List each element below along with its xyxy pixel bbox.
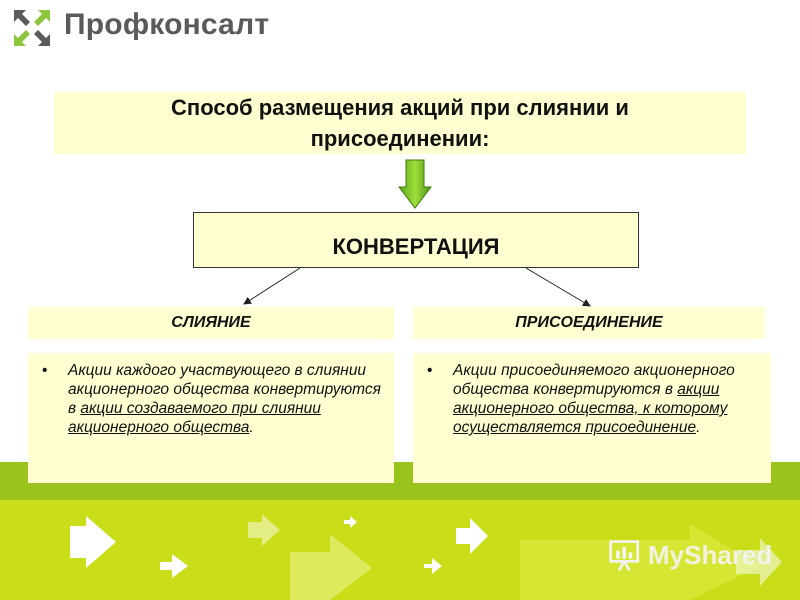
branch-text: Акции присоединяемого акционерного общества конвертируются в — [453, 362, 735, 398]
decorative-arrow-icon — [424, 558, 442, 574]
branch-text-underlined: акции акционерного общества, к которому осуществляется присоединение — [453, 381, 728, 436]
watermark-text: MyShared — [648, 540, 773, 570]
bullet-icon: • — [42, 362, 48, 379]
branch-text: Акции каждого участвующего в слиянии акционерного общества конвертируются в — [68, 362, 381, 417]
diagram-title: Способ размещения акций при слиянии и присоединении: — [54, 92, 746, 154]
branch-text-end: . — [696, 419, 701, 436]
branch-heading-merger: СЛИЯНИЕ — [28, 307, 394, 339]
branch-heading-accession: ПРИСОЕДИНЕНИЕ — [413, 307, 765, 339]
decorative-arrow-icon — [70, 516, 116, 568]
down-arrow-icon — [398, 159, 432, 209]
decorative-arrow-icon — [344, 516, 357, 528]
decorative-arrow-icon — [290, 534, 372, 600]
decorative-arrow-icon — [160, 554, 188, 578]
presentation-icon — [608, 538, 644, 574]
decorative-arrow-icon — [456, 518, 488, 554]
decorative-arrow-icon — [248, 514, 280, 546]
brand-name: Профконсалт — [64, 8, 270, 41]
root-node: КОНВЕРТАЦИЯ — [193, 212, 639, 268]
connector-right — [526, 268, 590, 306]
bullet-icon: • — [427, 362, 433, 379]
branch-content-merger — [28, 353, 394, 483]
logo-icon — [12, 8, 52, 48]
branch-text-underlined: акции создаваемого при слиянии акционерного общества — [68, 400, 321, 436]
connector-left — [244, 268, 300, 304]
branch-content-accession — [413, 353, 771, 483]
branch-text-end: . — [249, 419, 254, 436]
